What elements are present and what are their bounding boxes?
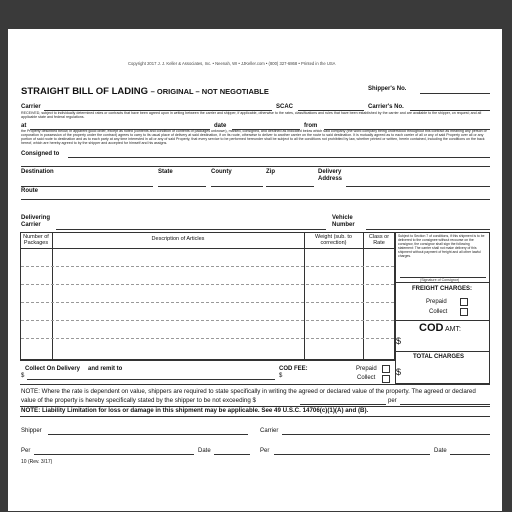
total-dollar-sign: $ [396, 367, 402, 377]
cod-fee-dollar: $ [279, 373, 283, 379]
notes-bottom-divider [20, 416, 490, 417]
table-row[interactable] [21, 320, 394, 321]
freight-collect-checkbox[interactable] [460, 308, 468, 316]
cod-prepaid-checkbox[interactable] [382, 365, 390, 373]
property-terms-text: the Property described below, in apparent good order, except as noted (contents and condition of contents of packages unknown), marked, consigned, and destined as indicated below which said company (the word company being understood throughout this contract as meaning any person or corporation in possession of the property under the contract) agrees to carry to its usual place of delivery at said destination, if on its route, otherwise to deliver to another carrier on the route to said destination. It is mutually agreed as to each carrier of all or any of said Property over all or any portion of said route to destination and as to each party at any time interested in all or any of said Property, that every service to be performed hereunder shall be subject to all the conditions not prohibited by law, whether printed or written, herein contained, including the conditions on the back hereof, which are hereby agreed to by the shipper and accepted for himself and his assigns. [21, 129, 487, 145]
state-field[interactable] [158, 186, 206, 187]
form-number: 10 (Rev. 3/17) [21, 459, 53, 465]
cod-amount-dollar: $ [21, 373, 25, 379]
received-terms-text: RECEIVED, subject to individually determined rates or contracts that have been agreed upon in writing between the carrier and shipper, if applicable, otherwise to the rates, classifications and rules that have been established by the carrier and are available to the shipper, on request; and all applicable state and federal regulations. [21, 111, 482, 119]
cod-dollar-sign: $ [396, 336, 402, 346]
declared-value-note: NOTE: Where the rate is dependent on value, shippers are required to state specifically in writing the agreed or declared value of the property. The agreed or declared value of the property is hereby specifically stated by the shipper to be not exceeding $ [21, 388, 476, 404]
carriers-no-label: Carrier's No. [368, 104, 404, 110]
articles-table [20, 232, 395, 360]
declared-value-field[interactable] [300, 404, 386, 405]
table-row[interactable] [21, 302, 394, 303]
route-label: Route [21, 188, 38, 194]
table-row[interactable] [21, 266, 394, 267]
county-field[interactable] [211, 186, 263, 187]
shipper-date-field[interactable] [214, 454, 250, 455]
table-row[interactable] [21, 284, 394, 285]
table-divider [304, 232, 305, 360]
from-label: from [304, 123, 318, 129]
col-header-packages: Number of Packages [23, 234, 49, 246]
shipper-per-field[interactable] [34, 454, 194, 455]
table-row[interactable] [21, 338, 394, 339]
table-header-divider [20, 248, 395, 249]
copyright-line: Copyright 2017 J. J. Keller & Associates, Inc. • Neenah, WI • JJKeller.com • (800) 327-6868 • Printed in the USA [128, 61, 336, 66]
carrier-label: Carrier [21, 104, 41, 110]
total-charges-label: TOTAL CHARGES [413, 354, 465, 360]
date-label: date [214, 123, 227, 129]
delivering-carrier-field[interactable] [56, 229, 326, 230]
liability-note: NOTE: Liability Limitation for loss or damage in this shipment may be applicable. See 49 U.S.C. 14706(c)(1)(A) and (B). [21, 407, 369, 414]
cod-label: COD [419, 322, 444, 334]
form-title-main: STRAIGHT BILL OF LADING [21, 86, 149, 97]
cod-remit-field[interactable] [27, 379, 275, 380]
delivery-address-label: Delivery Address [318, 169, 343, 182]
form-title [21, 86, 269, 97]
route-field[interactable] [21, 199, 490, 200]
cod-prepaid-label: Prepaid [356, 366, 377, 372]
destination-label: Destination [21, 169, 54, 175]
consigned-to-field[interactable] [68, 157, 490, 158]
freight-prepaid-checkbox[interactable] [460, 298, 468, 306]
col-header-description: Description of Articles [151, 236, 205, 242]
carrier-date-label: Date [434, 448, 447, 454]
zip-label: Zip [266, 169, 275, 175]
shipper-sig-label: Shipper [21, 428, 42, 434]
per-label: per [388, 398, 397, 404]
zip-field[interactable] [266, 186, 314, 187]
panel-divider [395, 282, 490, 283]
bill-of-lading-form [8, 29, 502, 511]
vehicle-number-field[interactable] [366, 229, 490, 230]
at-label: at [21, 123, 27, 129]
consigned-to-field-2[interactable] [21, 166, 490, 167]
table-divider [52, 232, 53, 360]
delivery-address-field[interactable] [346, 186, 490, 187]
form-title-suffix: – ORIGINAL – NOT NEGOTIABLE [150, 87, 269, 96]
collect-label: Collect [429, 309, 448, 315]
cod-amt-label: AMT: [445, 326, 461, 333]
consignor-signature-label: (Signature of Consignor) [420, 278, 460, 282]
carrier-date-field[interactable] [450, 454, 490, 455]
carrier-per-label: Per [260, 448, 270, 454]
shipper-signature-field[interactable] [48, 434, 248, 435]
carrier-signature-field[interactable] [282, 434, 490, 435]
carrier-per-field[interactable] [274, 454, 430, 455]
cod-fee-label: COD FEE: [279, 366, 308, 372]
collect-on-delivery-label: Collect On Delivery [25, 366, 81, 372]
vehicle-number-label: Vehicle Number [332, 215, 355, 228]
shipper-date-label: Date [198, 448, 211, 454]
col-header-weight: Weight (sub. to correction) [315, 234, 352, 246]
destination-field[interactable] [21, 186, 153, 187]
col-header-class: Class or Rate [368, 234, 390, 246]
cod-collect-label: Collect [357, 375, 376, 381]
county-label: County [211, 169, 232, 175]
delivering-carrier-label: Delivering Carrier [21, 215, 51, 228]
table-divider [363, 232, 364, 360]
shippers-no-field[interactable] [420, 93, 490, 94]
panel-divider [395, 351, 490, 352]
and-remit-to-label: and remit to [88, 366, 123, 372]
declared-per-field[interactable] [400, 404, 490, 405]
consignor-statement: Subject to Section 7 of conditions, if this shipment is to be delivered to the consignee without recourse on the consignor, the consignor shall sign the following statement: The carrier shall not make delivery of this shipment without payment of freight and all other lawful charges. [398, 234, 485, 258]
cod-collect-checkbox[interactable] [382, 375, 390, 383]
prepaid-label: Prepaid [426, 299, 447, 305]
shipper-per-label: Per [21, 448, 31, 454]
cod-row-top [20, 360, 395, 361]
shippers-no-label: Shipper's No. [368, 86, 407, 92]
consigned-to-label: Consigned to [21, 151, 60, 157]
carrier-sig-label: Carrier [260, 428, 279, 434]
panel-divider [395, 320, 490, 321]
freight-charges-label: FREIGHT CHARGES: [412, 286, 472, 292]
scac-label: SCAC [276, 104, 294, 110]
notes-top-divider [20, 384, 490, 385]
state-label: State [158, 169, 173, 175]
